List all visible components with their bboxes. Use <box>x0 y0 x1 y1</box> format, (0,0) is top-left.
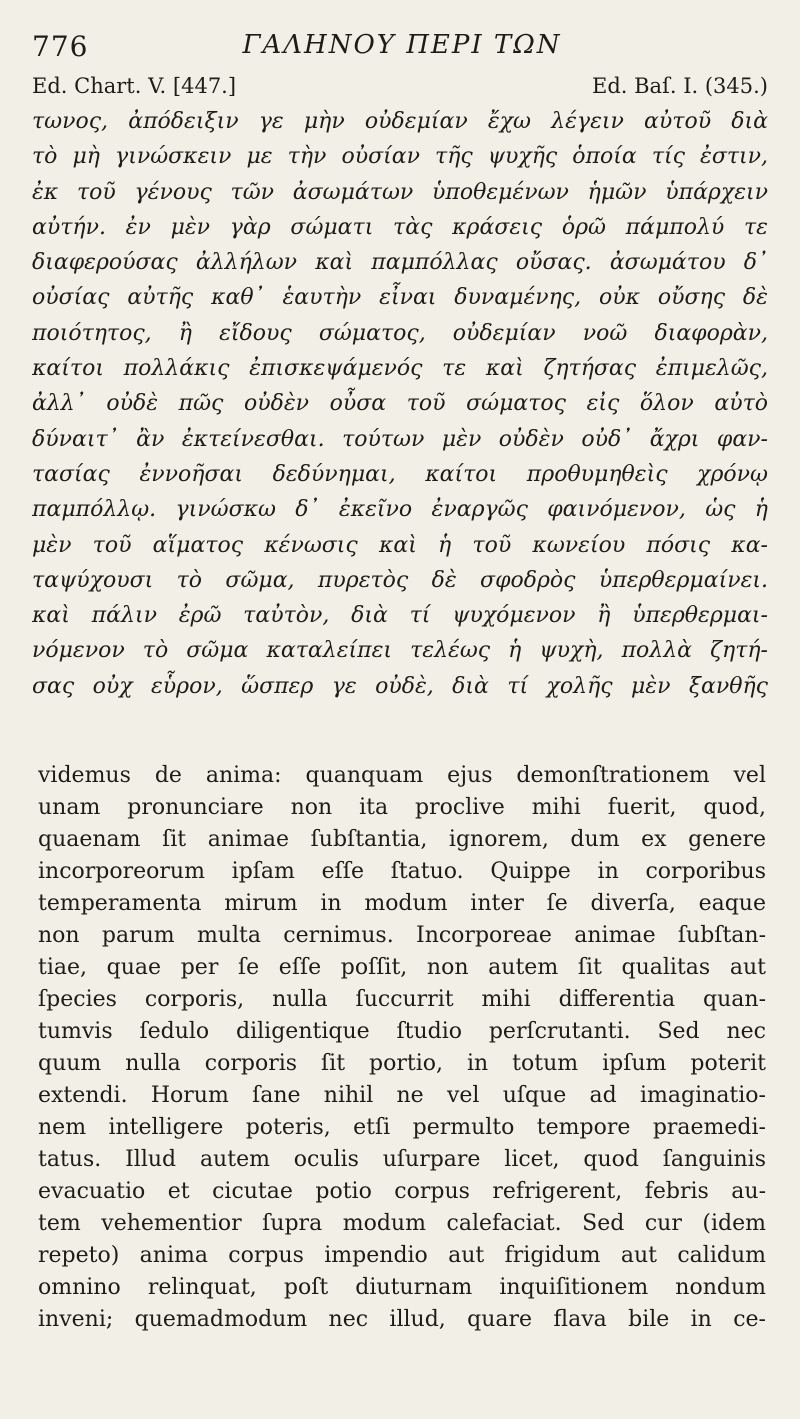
edition-chartier-ref: Ed. Chart. V. [447.] <box>32 74 237 98</box>
greek-line: καὶ πάλιν ἐρῶ ταὐτὸν, διὰ τί ψυχόμενον ἢ ὑπερθερμαι- <box>32 603 768 629</box>
greek-text-block <box>32 104 768 704</box>
greek-line: διαφερούσας ἀλλήλων καὶ παμπόλλας οὔσας. ἀσωμάτου δ᾽ <box>32 250 768 276</box>
latin-line: tatus. Illud autem oculis uſurpare licet, quod ſanguinis <box>38 1147 766 1172</box>
greek-line: τὸ μὴ γινώσκειν με τὴν οὐσίαν τῆς ψυχῆς ὁποία τίς ἐστιν, <box>32 144 768 170</box>
edition-references <box>32 74 768 104</box>
greek-line: τωνος, ἀπόδειξιν γε μὴν οὐδεμίαν ἔχω λέγειν αὐτοῦ διὰ <box>32 109 768 134</box>
latin-line: non parum multa cernimus. Incorporeae animae ſubſtan- <box>38 923 766 948</box>
edition-basel-ref: Ed. Baſ. I. (345.) <box>592 74 768 98</box>
greek-line: ποιότητος, ἢ εἴδους σώματος, οὐδεμίαν νοῶ διαφορὰν, <box>32 320 768 346</box>
latin-line: quum nulla corporis ſit portio, in totum ipſum poterit <box>38 1051 766 1076</box>
greek-line: ἀλλ᾽ οὐδὲ πῶς οὐδὲν οὖσα τοῦ σώματος εἰς ὅλον αὐτὸ <box>32 391 768 417</box>
greek-line: νόμενον τὸ σῶμα καταλείπει τελέως ἡ ψυχὴ, πολλὰ ζητή- <box>32 638 768 664</box>
latin-line: omnino relinquat, poſt diuturnam inquiſitionem nondum <box>38 1275 766 1300</box>
greek-line: ἐκ τοῦ γένους τῶν ἀσωμάτων ὑποθεμένων ἡμῶν ὑπάρχειν <box>32 179 768 205</box>
latin-line: tem vehementior ſupra modum calefaciat. Sed cur (idem <box>38 1211 766 1236</box>
greek-line: παμπόλλῳ. γινώσκω δ᾽ ἐκεῖνο ἐναργῶς φαινόμενον, ὡς ἡ <box>32 497 768 523</box>
page-header <box>32 26 772 66</box>
running-title: ΓΑΛΗΝΟΥ ΠΕΡΙ ΤΩΝ <box>242 30 562 60</box>
latin-line: extendi. Horum ſane nihil ne vel uſque ad imaginatio- <box>38 1083 766 1108</box>
greek-line: σας οὐχ εὗρον, ὥσπερ γε οὐδὲ, διὰ τί χολῆς μὲν ξανθῆς <box>32 673 768 699</box>
latin-line: videmus de anima: quanquam ejus demonſtrationem vel <box>38 763 766 788</box>
latin-line: evacuatio et cicutae potio corpus refrigerent, febris au- <box>38 1179 766 1204</box>
latin-line: unam pronunciare non ita proclive mihi fuerit, quod, <box>38 795 766 820</box>
latin-line: incorporeorum ipſam eſſe ſtatuo. Quippe in corporibus <box>38 859 766 884</box>
latin-line: tiae, quae per ſe eſſe poſſit, non autem ſit qualitas aut <box>38 955 766 980</box>
latin-line: tumvis ſedulo diligentique ſtudio perſcrutanti. Sed nec <box>38 1019 766 1044</box>
latin-line: inveni; quemadmodum nec illud, quare flava bile in ce- <box>38 1307 766 1332</box>
latin-line: nem intelligere poteris, etſi permulto tempore praemedi- <box>38 1115 766 1140</box>
greek-line: αὐτήν. ἐν μὲν γὰρ σώματι τὰς κράσεις ὁρῶ πάμπολύ τε <box>32 214 768 240</box>
greek-line: καίτοι πολλάκις ἐπισκεψάμενός τε καὶ ζητήσας ἐπιμελῶς, <box>32 356 768 382</box>
greek-line: δύναιτ᾽ ἂν ἐκτείνεσθαι. τούτων μὲν οὐδὲν οὐδ᾽ ἄχρι φαν- <box>32 426 768 452</box>
latin-line: ſpecies corporis, nulla ſuccurrit mihi differentia quan- <box>38 987 766 1012</box>
latin-line: quaenam ſit animae ſubſtantia, ignorem, dum ex genere <box>38 827 766 852</box>
greek-line: ταψύχουσι τὸ σῶμα, πυρετὸς δὲ σφοδρὸς ὑπερθερμαίνει. <box>32 567 768 593</box>
latin-text-block <box>38 760 766 1336</box>
latin-line: repeto) anima corpus impendio aut frigidum aut calidum <box>38 1243 766 1268</box>
latin-line: temperamenta mirum in modum inter ſe diverſa, eaque <box>38 891 766 916</box>
greek-line: οὐσίας αὐτῆς καθ᾽ ἑαυτὴν εἶναι δυναμένης, οὐκ οὔσης δὲ <box>32 285 768 311</box>
greek-line: μὲν τοῦ αἵματος κένωσις καὶ ἡ τοῦ κωνείου πόσις κα- <box>32 532 768 558</box>
page-number: 776 <box>32 30 89 63</box>
greek-line: τασίας ἐννοῆσαι δεδύνημαι, καίτοι προθυμηθεὶς χρόνῳ <box>32 461 768 487</box>
